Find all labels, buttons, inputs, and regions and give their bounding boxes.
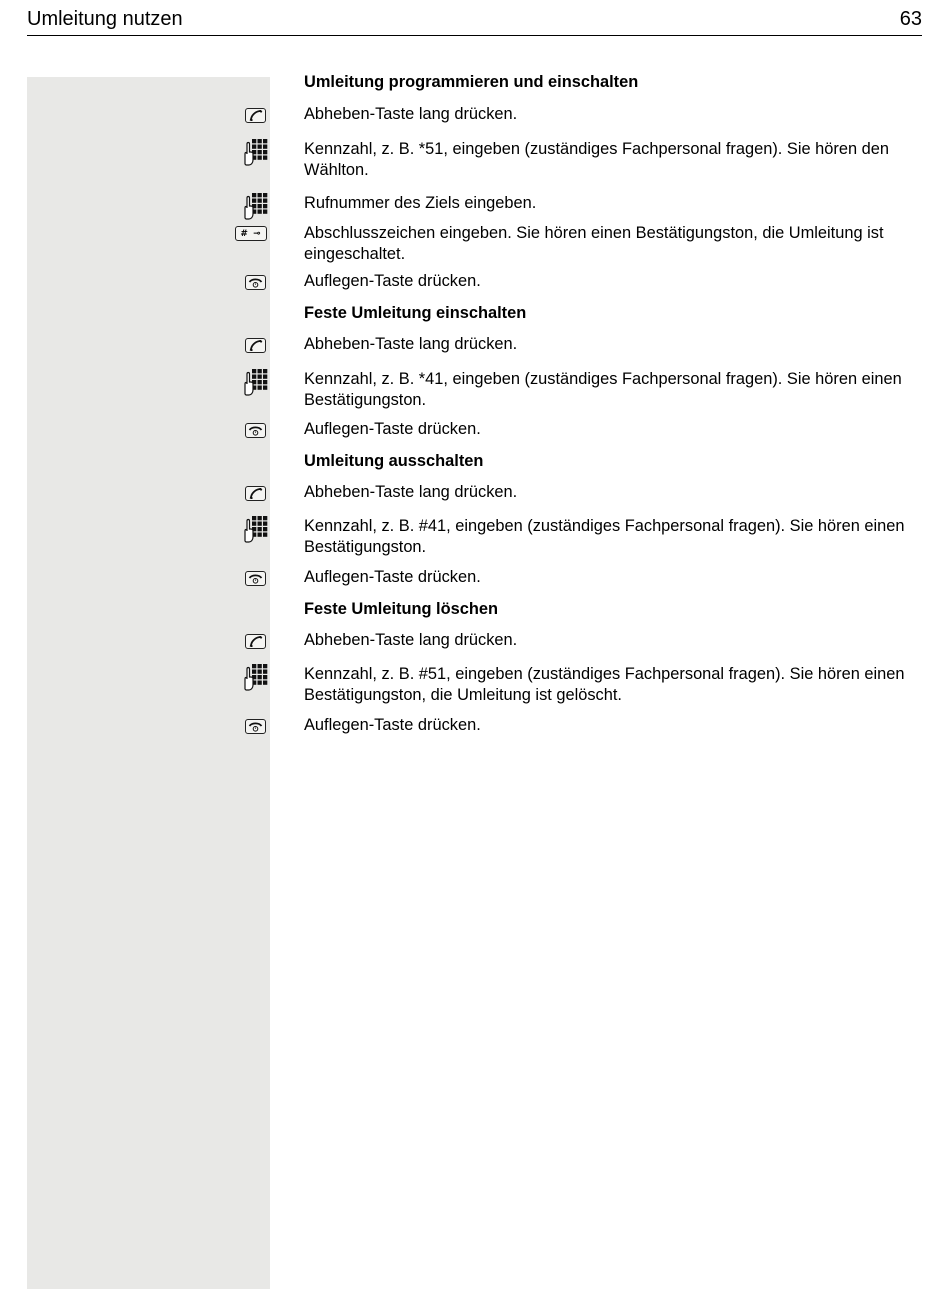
handset-lift-icon [245,634,266,649]
handset-lift-icon [245,338,266,353]
keypad-icon [241,515,269,548]
instruction-text: Abheben-Taste lang drücken. [304,335,518,353]
instruction-text: Auflegen-Taste drücken. [304,420,481,438]
page-header [27,0,922,36]
instruction-text: Kennzahl, z. B. #51, eingeben (zuständiges Fachpersonal fragen). Sie hören einen Bestätigungston, die Umleitung ist gelöscht. [304,665,905,704]
section-heading-text: Feste Umleitung löschen [304,600,498,618]
section-heading-text: Umleitung programmieren und einschalten [304,73,639,91]
page-number: 63 [899,8,922,30]
instruction-text: Abschlusszeichen eingeben. Sie hören einen Bestätigungston, die Umleitung ist eingeschaltet. [304,224,884,263]
instruction-text: Auflegen-Taste drücken. [304,272,481,290]
keypad-icon [241,663,269,696]
instruction-text: Abheben-Taste lang drücken. [304,105,518,123]
hang-up-icon [245,571,266,586]
instruction-text: Abheben-Taste lang drücken. [304,631,518,649]
keypad-icon [241,368,269,401]
instruction-text: Rufnummer des Ziels eingeben. [304,194,537,212]
page-title: Umleitung nutzen [27,8,183,30]
instruction-text: Auflegen-Taste drücken. [304,568,481,586]
keypad-icon [241,192,269,225]
hash-key-label: # ⊸ [235,226,267,241]
instruction-text: Auflegen-Taste drücken. [304,716,481,734]
section-heading-text: Umleitung ausschalten [304,452,484,470]
icon-sidebar [27,77,270,1289]
instruction-text: Kennzahl, z. B. *51, eingeben (zuständiges Fachpersonal fragen). Sie hören den Wählton. [304,140,889,179]
handset-lift-icon [245,108,266,123]
hang-up-icon [245,719,266,734]
handset-lift-icon [245,486,266,501]
instruction-text: Abheben-Taste lang drücken. [304,483,518,501]
section-heading-text: Feste Umleitung einschalten [304,304,527,322]
hash-key-icon [235,226,267,241]
hang-up-icon [245,275,266,290]
hang-up-icon [245,423,266,438]
instruction-text: Kennzahl, z. B. #41, eingeben (zuständiges Fachpersonal fragen). Sie hören einen Bestätigungston. [304,517,905,556]
instruction-text: Kennzahl, z. B. *41, eingeben (zuständiges Fachpersonal fragen). Sie hören einen Bestätigungston. [304,370,902,409]
keypad-icon [241,138,269,171]
